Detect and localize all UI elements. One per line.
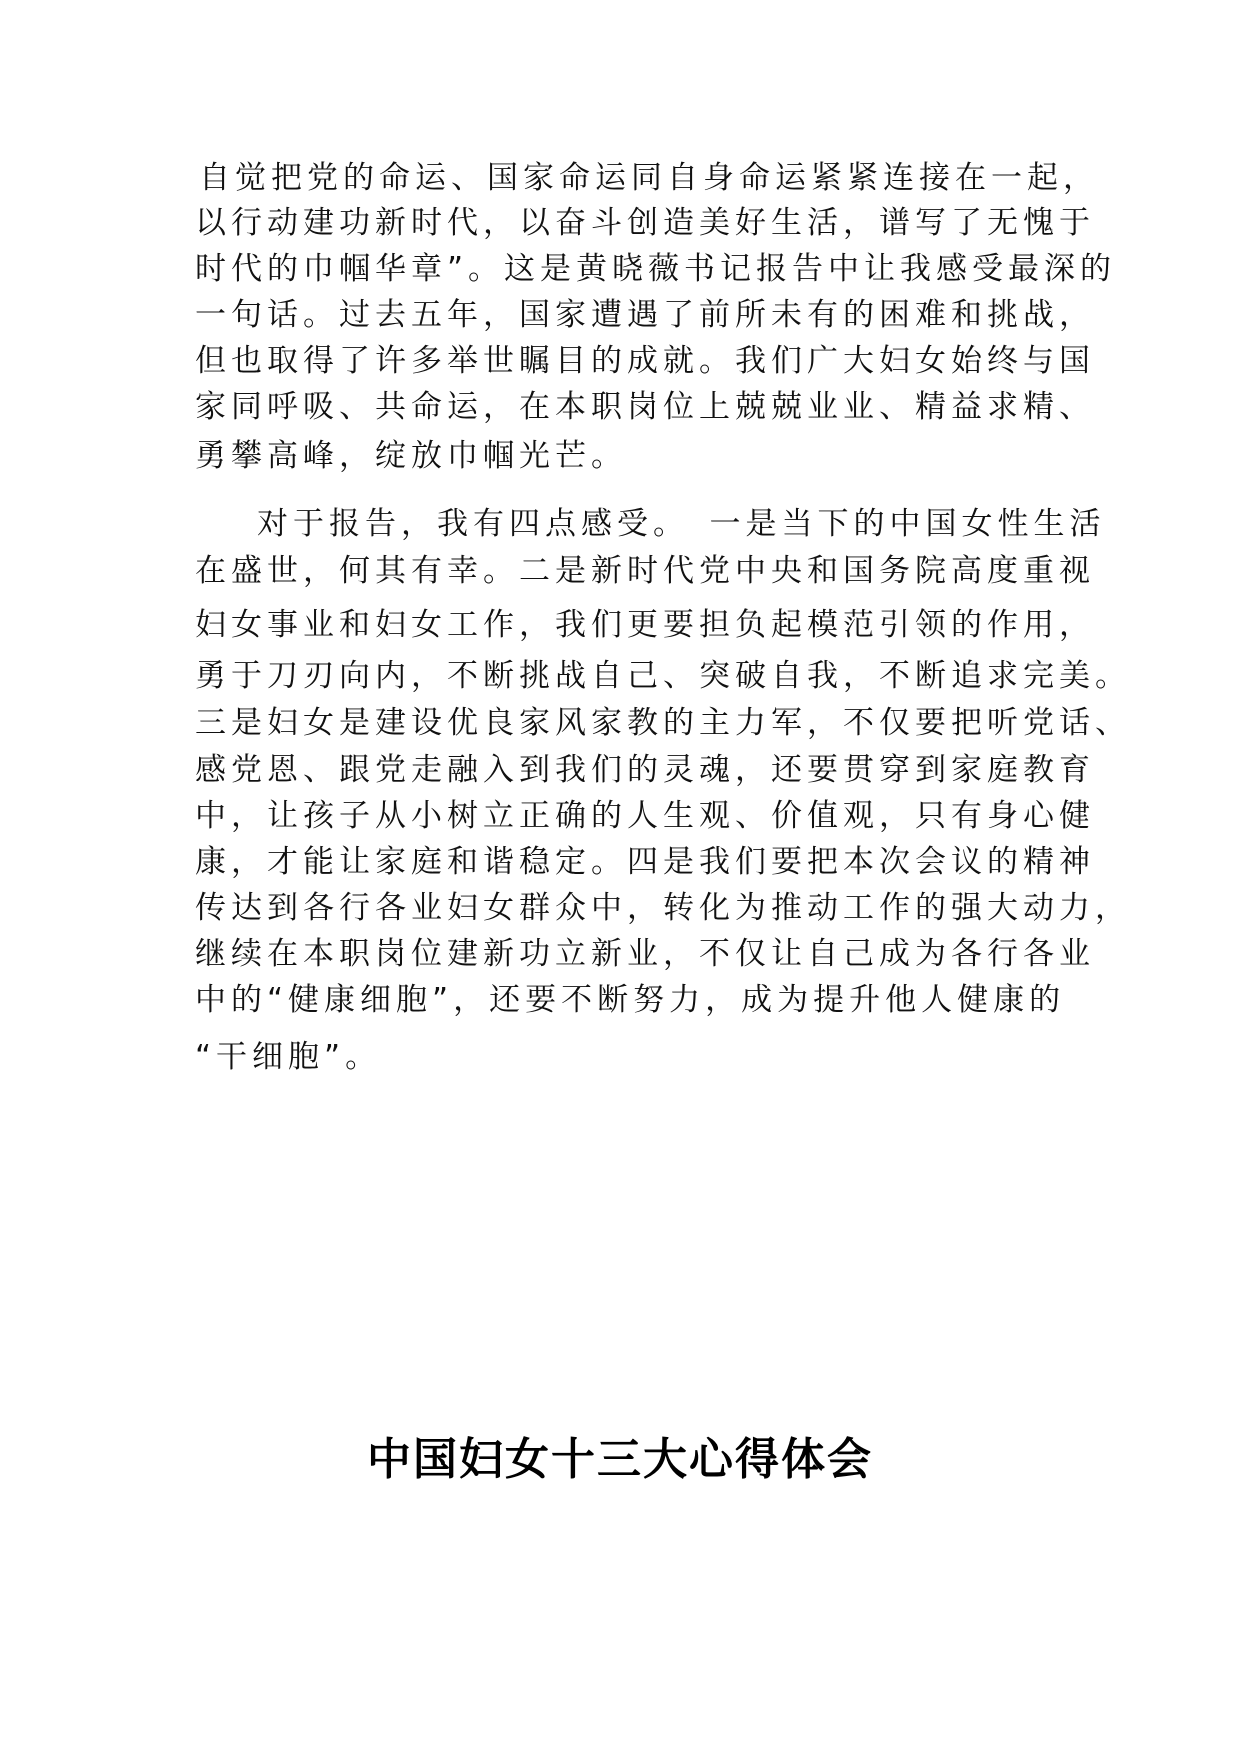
text-line: 妇女事业和妇女工作，我们更要担负起模范引领的作用，: [195, 607, 1095, 643]
text-line: 三是妇女是建设优良家风家教的主力军，不仅要把听党话、: [195, 705, 1131, 741]
text-line: 感党恩、跟党走融入到我们的灵魂，还要贯穿到家庭教育: [195, 752, 1095, 788]
text-line: 继续在本职岗位建新功立新业，不仅让自己成为各行各业: [195, 936, 1095, 972]
text-line: 勇于刀刃向内，不断挑战自己、突破自我，不断追求完美。: [195, 658, 1131, 694]
text-line: 但也取得了许多举世瞩目的成就。我们广大妇女始终与国: [195, 343, 1095, 379]
text-line: 传达到各行各业妇女群众中，转化为推动工作的强大动力，: [195, 890, 1131, 926]
text-line: 家同呼吸、共命运，在本职岗位上兢兢业业、精益求精、: [195, 389, 1095, 425]
document-title: 中国妇女十三大心得体会: [367, 1434, 873, 1485]
text-line: 康，才能让家庭和谐稳定。四是我们要把本次会议的精神: [195, 844, 1095, 880]
paragraph-first-line: 对于报告，我有四点感受。 一是当下的中国女性生活: [257, 506, 1106, 542]
text-line: 时代的巾帼华章”。这是黄晓薇书记报告中让我感受最深的: [195, 251, 1117, 287]
text-line: 以行动建功新时代，以奋斗创造美好生活，谱写了无愧于: [195, 205, 1095, 241]
text-line: 中，让孩子从小树立正确的人生观、价值观，只有身心健: [195, 798, 1095, 834]
text-line: “干细胞”。: [195, 1039, 382, 1075]
text-line: 勇攀高峰，绽放巾帼光芒。: [195, 438, 627, 474]
text-line: 一句话。过去五年，国家遭遇了前所未有的困难和挑战，: [195, 297, 1095, 333]
text-line: 在盛世，何其有幸。二是新时代党中央和国务院高度重视: [195, 553, 1095, 589]
text-line: 自觉把党的命运、国家命运同自身命运紧紧连接在一起，: [199, 160, 1099, 196]
text-line: 中的“健康细胞”，还要不断努力，成为提升他人健康的: [195, 982, 1066, 1018]
